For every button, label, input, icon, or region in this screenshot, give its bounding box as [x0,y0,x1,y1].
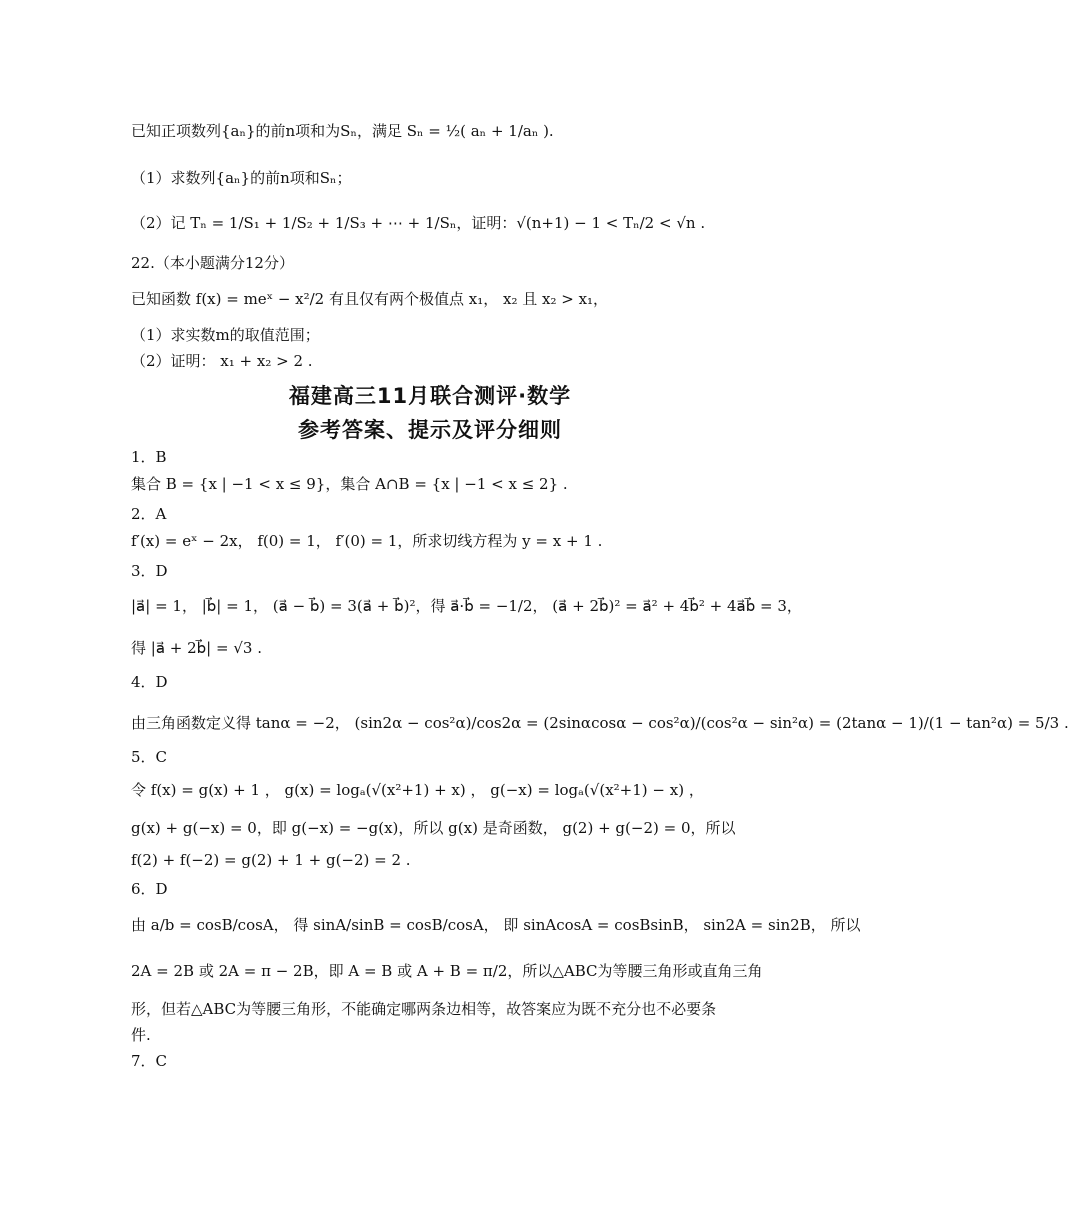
answer-6-text-3: 形，但若△ABC为等腰三角形，不能确定哪两条边相等，故答案应为既不充分也不必要条 [131,1000,717,1018]
answer-6-text-2: 2A = 2B 或 2A = π − 2B，即 A = B 或 A + B = π/2，所以△ABC为等腰三角形或直角三角 [131,962,763,980]
problem21-part2: （2）记 Tₙ = 1/S₁ + 1/S₂ + 1/S₃ + ⋯ + 1/Sₙ，证明：√(n+1) − 1 < Tₙ/2 < √n . [131,214,706,232]
answer-subtitle: 参考答案、提示及评分细则 [298,418,562,442]
problem21-stem: 已知正项数列{aₙ}的前n项和为Sₙ，满足 Sₙ = ½( aₙ + 1/aₙ ). [131,122,554,140]
answer-4-label: 4．D [131,673,168,691]
problem21-part1: （1）求数列{aₙ}的前n项和Sₙ； [131,169,352,187]
problem22-part2: （2）证明： x₁ + x₂ > 2 . [131,352,313,370]
answer-6-label: 6．D [131,880,168,898]
answer-3-label: 3．D [131,562,168,580]
answer-3-text-2: 得 |a⃗ + 2b⃗| = √3 . [131,639,262,657]
problem22-header: 22.（本小题满分12分） [131,254,294,272]
answer-5-text-3: f(2) + f(−2) = g(2) + 1 + g(−2) = 2 . [131,851,411,869]
answer-7-label: 7．C [131,1052,168,1070]
problem22-stem: 已知函数 f(x) = meˣ − x²/2 有且仅有两个极值点 x₁， x₂ 且 x₂ > x₁， [131,290,609,308]
answer-1-label: 1．B [131,448,167,466]
answer-6-text-4: 件. [131,1026,151,1044]
answer-2-text: f′(x) = eˣ − 2x， f(0) = 1， f′(0) = 1，所求切线方程为 y = x + 1 . [131,532,603,550]
answer-2-label: 2．A [131,505,167,523]
answer-3-text: |a⃗| = 1， |b⃗| = 1， (a⃗ − b⃗) = 3(a⃗ + b⃗)²，得 a⃗·b⃗ = −1/2， (a⃗ + 2b⃗)² = a⃗² + 4b⃗² + 4a⃗b⃗ = 3， [131,597,802,615]
answer-5-label: 5．C [131,748,168,766]
answer-6-text-1: 由 a/b = cosB/cosA， 得 sinA/sinB = cosB/cosA， 即 sinAcosA = cosBsinB， sin2A = sin2B， 所以 [131,916,861,934]
problem22-part1: （1）求实数m的取值范围； [131,326,320,344]
answer-5-text-2: g(x) + g(−x) = 0，即 g(−x) = −g(x)，所以 g(x) 是奇函数， g(2) + g(−2) = 0，所以 [131,819,736,837]
answer-1-text: 集合 B = {x | −1 < x ≤ 9}，集合 A∩B = {x | −1 < x ≤ 2} . [131,475,568,493]
answer-5-text-1: 令 f(x) = g(x) + 1 ， g(x) = logₐ(√(x²+1) + x) ， g(−x) = logₐ(√(x²+1) − x) ， [131,781,704,799]
answer-4-text: 由三角函数定义得 tanα = −2， (sin2α − cos²α)/cos2α = (2sinαcosα − cos²α)/(cos²α − sin²α) = (2tanα − 1)/(1 − tan²α) = 5/3 . [131,714,1069,732]
answer-title: 福建高三11月联合测评·数学 [288,384,572,408]
